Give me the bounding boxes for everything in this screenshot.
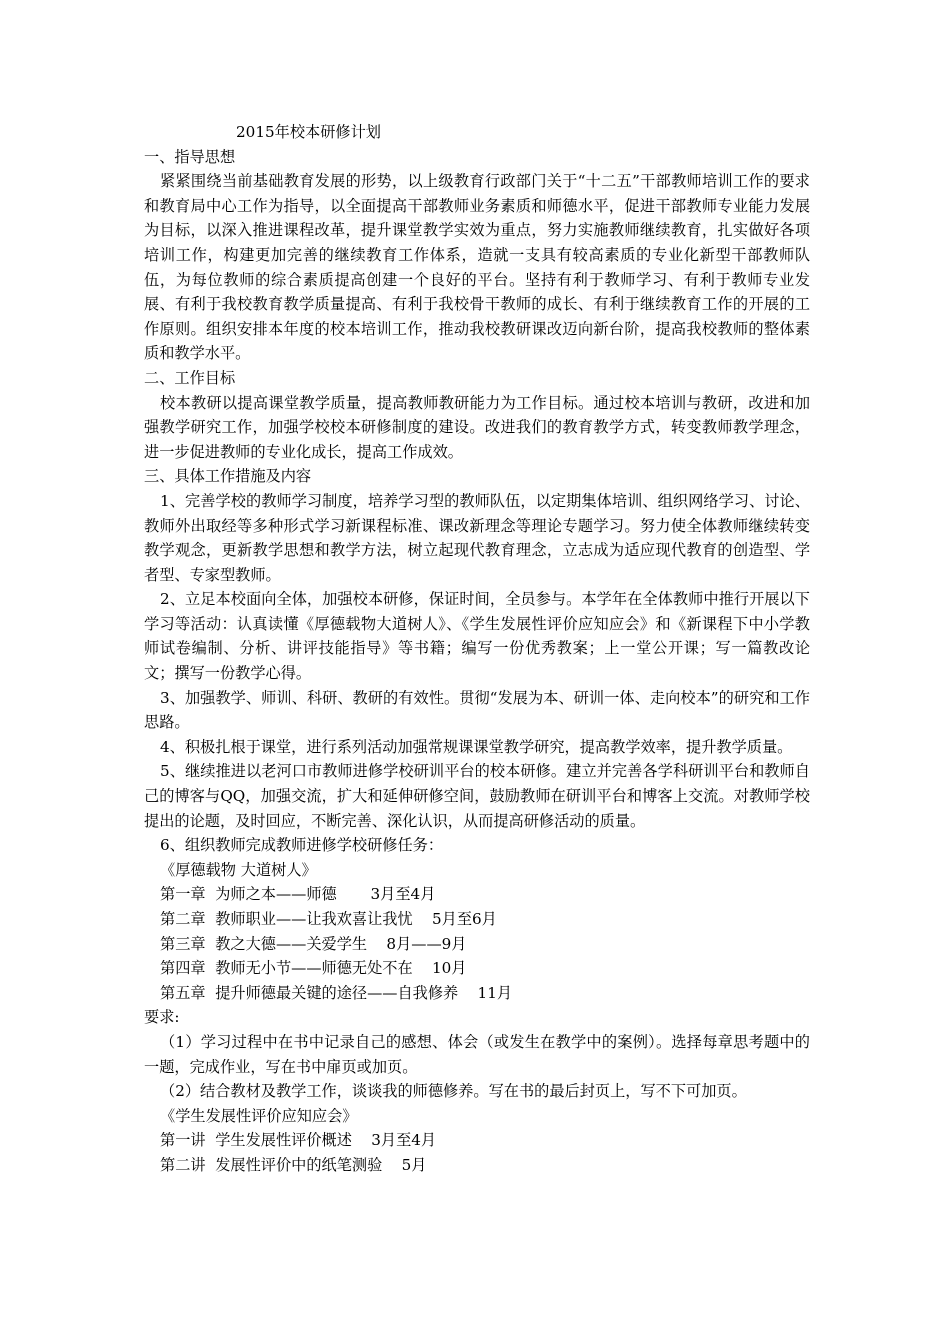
section-heading-guiding-ideology: 一、指导思想 [144,147,236,166]
book2-chapter-1: 第一讲 学生发展性评价概述 3月至4月 [160,1131,437,1150]
measure-item-3: 3、加强教学、师训、科研、教研的有效性。贯彻“发展为本、研训一体、走向校本”的研究和工作思路。 [144,688,810,732]
requirement-item-1: （1）学习过程中在书中记录自己的感想、体会（或发生在教学中的案例）。选择每章思考题中的一题，完成作业，写在书中扉页或加页。 [144,1032,810,1076]
book-title-2: 《学生发展性评价应知应会》 [160,1106,358,1125]
requirements-heading: 要求: [144,1008,180,1027]
measure-item-6: 6、组织教师完成教师进修学校研修任务： [160,836,444,855]
book-title-1: 《厚德载物 大道树人》 [160,860,317,879]
measure-item-4: 4、积极扎根于课堂，进行系列活动加强常规课课堂教学研究，提高教学效率，提升教学质量。 [160,737,793,756]
section-heading-work-goals: 二、工作目标 [144,368,236,387]
document-title: 2015年校本研修计划 [236,123,381,141]
paragraph-guiding-ideology: 紧紧围绕当前基础教育发展的形势，以上级教育行政部门关于“十二五”干部教师培训工作的要求和教育局中心工作为指导，以全面提高干部教师业务素质和师德水平，促进干部教师专业能力发展为目标，以深入推进课程改革，提升课堂教学实效为重点，努力实施教师继续教育，扎实做好各项培训工作，构建更加完善的继续教育工作体系，造就一支具有较高素质的专业化新型干部教师队伍，为每位教师的综合素质提高创建一个良好的平台。坚持有利于教师学习、有利于教师专业发展、有利于我校教育教学质量提高、有利于我校骨干教师的成长、有利于继续教育工作的开展的工作原则。组织安排本年度的校本培训工作，推动我校教研课改迈向新台阶，提高我校教师的整体素质和教学水平。 [144,172,810,363]
book1-chapter-5: 第五章 提升师德最关键的途径——自我修养 11月 [160,983,513,1002]
measure-item-2: 2、立足本校面向全体，加强校本研修，保证时间，全员参与。本学年在全体教师中推行开展以下学习等活动：认真读懂《厚德载物大道树人》、《学生发展性评价应知应会》和《新课程下中小学教师试卷编制、分析、讲评技能指导》等书籍；编写一份优秀教案；上一堂公开课；写一篇教改论文；撰写一份教学心得。 [144,590,810,683]
document-page [144,120,810,1178]
section-heading-measures: 三、具体工作措施及内容 [144,467,312,486]
measure-item-1: 1、完善学校的教师学习制度，培养学习型的教师队伍，以定期集体培训、组织网络学习、讨论、教师外出取经等多种形式学习新课程标准、课改新理念等理论专题学习。努力使全体教师继续转变教学观念，更新教学思想和教学方法，树立起现代教育理念，立志成为适应现代教育的创造型、学者型、专家型教师。 [144,491,810,584]
book2-chapter-2: 第二讲 发展性评价中的纸笔测验 5月 [160,1155,427,1174]
book1-chapter-1: 第一章 为师之本——师德 3月至4月 [160,885,436,904]
book1-chapter-4: 第四章 教师无小节——师德无处不在 10月 [160,959,467,978]
book1-chapter-2: 第二章 教师职业——让我欢喜让我忧 5月至6月 [160,910,497,928]
book1-chapter-3: 第三章 教之大德——关爱学生 8月——9月 [160,934,467,953]
paragraph-work-goals: 校本教研以提高课堂教学质量，提高教师教研能力为工作目标。通过校本培训与教研，改进和加强教学研究工作，加强学校校本研修制度的建设。改进我们的教育教学方式，转变教师教学理念，进一步促进教师的专业化成长，提高工作成效。 [144,393,810,461]
measure-item-5: 5、继续推进以老河口市教师进修学校研训平台的校本研修。建立并完善各学科研训平台和教师自己的博客与QQ，加强交流，扩大和延伸研修空间，鼓励教师在研训平台和博客上交流。对教师学校提出的论题，及时回应，不断完善、深化认识，从而提高研修活动的质量。 [144,762,810,830]
requirement-item-2: （2）结合教材及教学工作，谈谈我的师德修养。写在书的最后封页上，写不下可加页。 [160,1082,747,1101]
